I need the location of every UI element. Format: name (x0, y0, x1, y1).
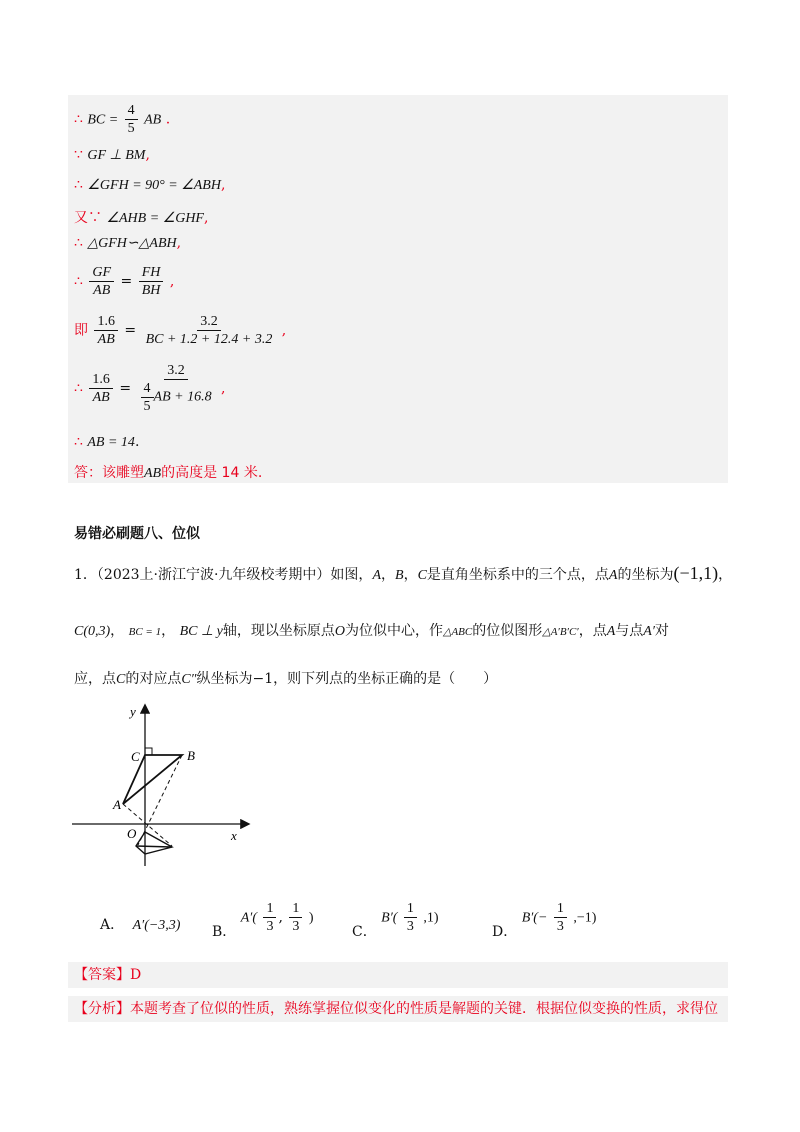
label-C: C (131, 749, 140, 764)
label-y: y (130, 704, 136, 719)
analysis-text: 本题考查了位似的性质，熟练掌握位似变化的性质是解题的关键．根据位似变换的性质，求得位 (130, 1001, 718, 1017)
solution-line-7: 即 $\frac{1.6}{AB}$ = $\frac{3.2}{BC + 1.2 + 12.4 + 3.2}$ , (74, 314, 287, 347)
triangle-image (136, 832, 172, 854)
section-title: 易错必刷题八、位似 (74, 526, 200, 542)
answer-value: D (130, 967, 142, 983)
fraction: $\frac{4}{5}$ (125, 102, 138, 137)
option-d[interactable]: D． B′(− $\frac{1}{3}$ ,−1) (492, 901, 597, 940)
question-line-2: C(0,3)， BC = 1， BC ⊥ y轴，现以坐标原点O为位似中心，作△ABC的位似图形△A′B′C′，点A与点A′对 (74, 623, 669, 639)
therefore-symbol: ∴ (74, 111, 83, 128)
label-A: A (113, 797, 121, 812)
therefore-symbol: ∴ (74, 177, 83, 193)
solution-line-3: ∴ ∠GFH = 90° = ∠ABH, (74, 177, 226, 193)
solution-conclusion: 答：该雕塑AB的高度是 14 米. (74, 465, 263, 481)
solution-line-5: ∴ △GFH∽△ABH, (74, 235, 182, 251)
solution-line-9: ∴ AB = 14. (74, 434, 140, 450)
option-c[interactable]: C． B′( $\frac{1}{3}$ ,1) (352, 901, 439, 940)
answer-label: 【答案】 (74, 967, 130, 983)
solution-line-2: ∵ GF ⊥ BM, (74, 147, 150, 163)
label-O: O (127, 826, 137, 841)
right-angle-mark (145, 748, 152, 755)
question-line-1: 1．（2023上·浙江宁波·九年级校考期中）如图，A，B，C是直角坐标系中的三个点，点A的坐标为(−1,1)， (74, 563, 733, 583)
answer-row (68, 962, 728, 988)
analysis-row (68, 996, 728, 1022)
solution-line-8: ∴ $\frac{1.6}{AB}$ = 3.2 $\frac{4}{5}$ AB + 16.8 , (74, 363, 226, 414)
because-symbol: ∵ (74, 147, 83, 163)
label-x: x (231, 828, 237, 843)
solution-line-4: 又∵ ∠AHB = ∠GHF, (74, 210, 209, 226)
solution-line-6: ∴ $\frac{GF}{AB}$ = $\frac{FH}{BH}$ , (74, 265, 175, 298)
option-b[interactable]: B． A′( $\frac{1}{3}$ , $\frac{1}{3}$ ) (212, 901, 314, 940)
coordinate-figure (68, 700, 268, 870)
label-B: B (187, 748, 195, 763)
solution-line-1: ∴ BC = $\frac{4}{5}$ AB . (74, 103, 171, 136)
question-line-3: 应，点C的对应点C″纵坐标为−1，则下列点的坐标正确的是（ ） (74, 671, 498, 687)
option-a[interactable]: A． A′(−3,3) (100, 917, 181, 933)
analysis-label: 【分析】 (74, 1001, 130, 1017)
